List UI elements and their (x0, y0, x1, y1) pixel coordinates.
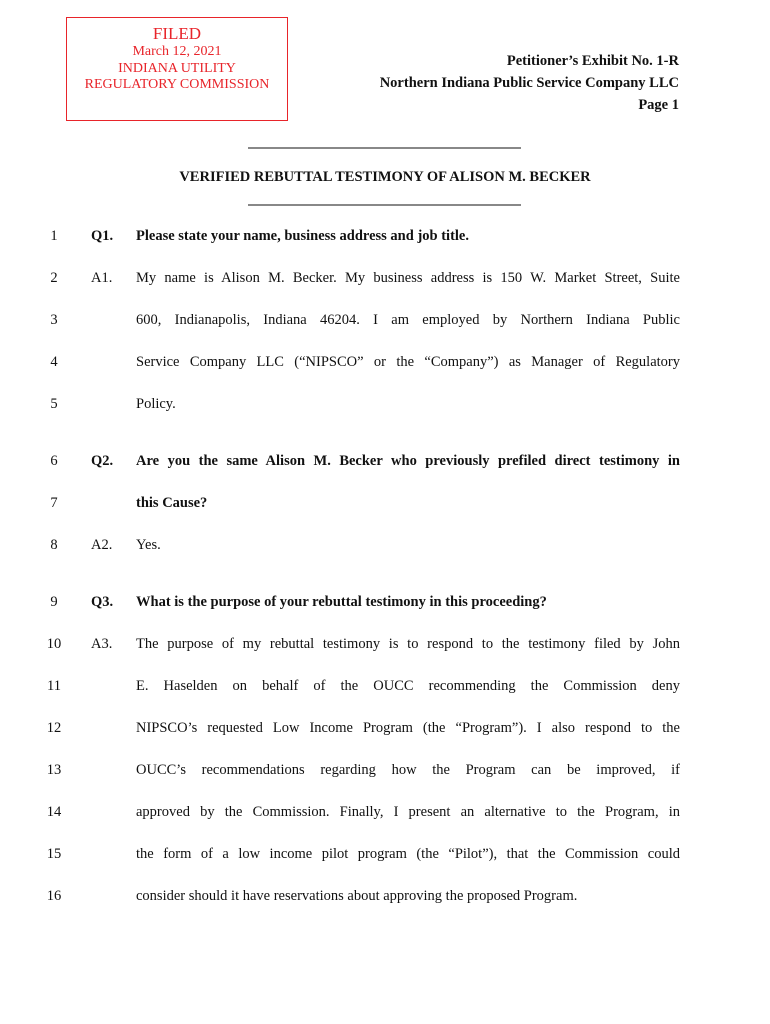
testimony-line (0, 534, 770, 556)
answer-text: Yes. (136, 537, 161, 553)
qa-label: Q3. (91, 594, 114, 610)
answer-text: E. Haselden on behalf of the OUCC recommending the Commission deny (136, 678, 680, 694)
line-number: 10 (46, 636, 62, 652)
line-number: 9 (50, 594, 58, 610)
line-number: 12 (46, 720, 62, 736)
testimony-line (0, 351, 770, 373)
testimony-line (0, 492, 770, 514)
question-text: Please state your name, business address and job title. (136, 228, 469, 244)
line-number: 4 (50, 354, 58, 370)
qa-label: A2. (91, 537, 113, 553)
answer-text: consider should it have reservations about approving the proposed Program. (136, 888, 578, 904)
qa-label: A3. (91, 636, 113, 652)
answer-text: the form of a low income pilot program (the “Pilot”), that the Commission could (136, 846, 680, 862)
testimony-line (0, 393, 770, 415)
stamp-title: FILED (152, 24, 202, 43)
stamp-org-line2: REGULATORY COMMISSION (84, 77, 270, 93)
line-number: 15 (46, 846, 62, 862)
line-number: 5 (50, 396, 58, 412)
testimony-line (0, 633, 770, 655)
answer-text: approved by the Commission. Finally, I present an alternative to the Program, in (136, 804, 680, 820)
document-title: VERIFIED REBUTTAL TESTIMONY OF ALISON M. BECKER (179, 169, 591, 185)
line-number: 7 (50, 495, 58, 511)
answer-text: Service Company LLC (“NIPSCO” or the “Company”) as Manager of Regulatory (136, 354, 680, 370)
answer-text: My name is Alison M. Becker. My business address is 150 W. Market Street, Suite (136, 270, 680, 286)
line-number: 8 (50, 537, 58, 553)
testimony-line (0, 801, 770, 823)
line-number: 3 (50, 312, 58, 328)
bottom-rule (248, 204, 521, 206)
qa-label: A1. (91, 270, 113, 286)
filed-stamp (66, 17, 288, 121)
answer-text: NIPSCO’s requested Low Income Program (the “Program”). I also respond to the (136, 720, 680, 736)
testimony-line (0, 717, 770, 739)
exhibit-header (380, 50, 679, 116)
line-number: 16 (46, 888, 62, 904)
answer-text: OUCC’s recommendations regarding how the Program can be improved, if (136, 762, 680, 778)
stamp-date: March 12, 2021 (132, 44, 222, 60)
testimony-line (0, 843, 770, 865)
answer-text: 600, Indianapolis, Indiana 46204. I am employed by Northern Indiana Public (136, 312, 680, 328)
testimony-line (0, 675, 770, 697)
question-text: What is the purpose of your rebuttal testimony in this proceeding? (136, 594, 547, 610)
testimony-line (0, 225, 770, 247)
page-number: Page 1 (638, 97, 679, 113)
line-number: 6 (50, 453, 58, 469)
testimony-line (0, 450, 770, 472)
line-number: 14 (46, 804, 62, 820)
answer-text: The purpose of my rebuttal testimony is to respond to the testimony filed by John (136, 636, 680, 652)
qa-label: Q1. (91, 228, 114, 244)
testimony-line (0, 591, 770, 613)
testimony-line (0, 759, 770, 781)
qa-label: Q2. (91, 453, 114, 469)
company-name: Northern Indiana Public Service Company LLC (379, 75, 679, 91)
testimony-line (0, 309, 770, 331)
exhibit-number: Petitioner’s Exhibit No. 1-R (506, 53, 679, 69)
stamp-org-line1: INDIANA UTILITY (118, 60, 236, 76)
question-text: Are you the same Alison M. Becker who previously prefiled direct testimony in (136, 453, 680, 469)
line-number: 11 (47, 678, 61, 694)
top-rule (248, 147, 521, 149)
testimony-line (0, 267, 770, 289)
line-number: 13 (46, 762, 62, 778)
question-text: this Cause? (136, 495, 208, 511)
line-number: 2 (50, 270, 58, 286)
answer-text: Policy. (136, 396, 176, 412)
testimony-line (0, 885, 770, 907)
line-number: 1 (50, 228, 58, 244)
